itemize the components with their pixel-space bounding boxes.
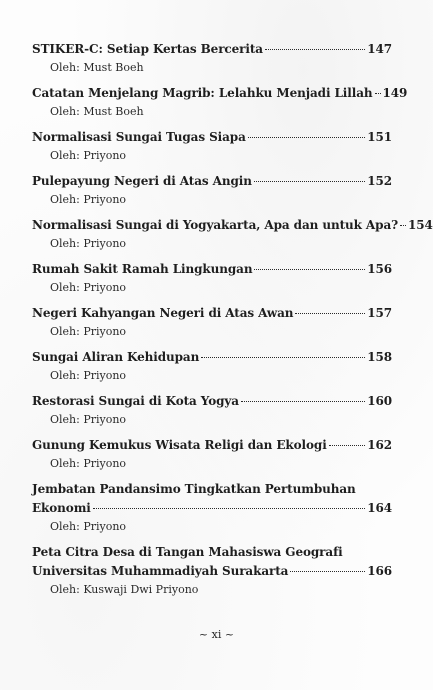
toc-title-line <box>32 348 392 367</box>
toc-entry-author: Oleh: Priyono <box>50 281 127 294</box>
toc-entry-title: Ekonomi <box>32 501 91 515</box>
toc-page-number: 151 <box>367 130 392 144</box>
toc-title-line <box>32 40 392 59</box>
toc-page-number: 162 <box>367 438 392 452</box>
toc-title-line <box>32 499 392 518</box>
toc-entry-title: Normalisasi Sungai Tugas Siapa <box>32 130 246 144</box>
toc-entry-title: Negeri Kahyangan Negeri di Atas Awan <box>32 306 294 320</box>
toc-entry-title: STIKER-C: Setiap Kertas Bercerita <box>32 42 263 56</box>
dot-leader <box>290 571 365 572</box>
page-footer-number: ~ xi ~ <box>198 628 235 641</box>
toc-entry-author: Oleh: Priyono <box>50 413 127 426</box>
toc-page-number: 158 <box>367 350 392 364</box>
toc-entry-title: Restorasi Sungai di Kota Yogya <box>32 394 239 408</box>
dot-leader <box>400 225 406 226</box>
toc-entry-author: Oleh: Kuswaji Dwi Priyono <box>50 583 199 596</box>
toc-entry-author: Oleh: Priyono <box>50 325 127 338</box>
toc-title-line <box>32 562 392 581</box>
toc-page-number: 147 <box>367 42 392 56</box>
toc-entry <box>32 84 408 120</box>
toc-title-line <box>32 392 392 411</box>
toc-entry-title-first-line: Jembatan Pandansimo Tingkatkan Pertumbuhan <box>32 482 356 496</box>
toc-entry-title: Gunung Kemukus Wisata Religi dan Ekologi <box>32 438 327 452</box>
toc-entry-title-first-line: Peta Citra Desa di Tangan Mahasiswa Geografi <box>32 545 343 559</box>
toc-entry-title: Normalisasi Sungai di Yogyakarta, Apa dan untuk Apa? <box>32 218 399 232</box>
dot-leader <box>375 93 381 94</box>
toc-entry <box>32 216 433 252</box>
table-of-contents <box>32 40 433 606</box>
toc-entry-author: Oleh: Priyono <box>50 520 127 533</box>
toc-entry <box>32 480 392 535</box>
toc-entry <box>32 348 392 384</box>
toc-page-number: 156 <box>367 262 392 276</box>
toc-entry <box>32 436 392 472</box>
toc-page-number: 149 <box>382 86 408 100</box>
toc-title-line <box>32 172 392 191</box>
toc-entry-author: Oleh: Priyono <box>50 149 127 162</box>
toc-entry-author: Oleh: Priyono <box>50 369 127 382</box>
toc-entry-title: Sungai Aliran Kehidupan <box>32 350 200 364</box>
toc-title-line <box>32 216 433 235</box>
toc-page-number: 166 <box>367 564 392 578</box>
toc-entry <box>32 392 392 428</box>
toc-entry-author: Oleh: Must Boeh <box>50 61 144 74</box>
toc-entry-title: Pulepayung Negeri di Atas Angin <box>32 174 252 188</box>
toc-page-number: 157 <box>367 306 392 320</box>
toc-entry-author: Oleh: Must Boeh <box>50 105 144 118</box>
toc-title-line <box>32 128 392 147</box>
dot-leader <box>248 137 366 138</box>
toc-title-line <box>32 304 392 323</box>
toc-entry <box>32 543 392 598</box>
toc-title-line <box>32 84 408 103</box>
toc-entry-author: Oleh: Priyono <box>50 237 127 250</box>
dot-leader <box>201 357 365 358</box>
toc-page-number: 160 <box>367 394 392 408</box>
toc-entry-author: Oleh: Priyono <box>50 457 127 470</box>
dot-leader <box>254 181 365 182</box>
dot-leader <box>265 49 365 50</box>
toc-page-number: 154 <box>408 218 433 232</box>
toc-entry-title: Catatan Menjelang Magrib: Lelahku Menjadi Lillah <box>32 86 373 100</box>
toc-entry <box>32 260 392 296</box>
toc-entry <box>32 172 392 208</box>
toc-entry-title: Universitas Muhammadiyah Surakarta <box>32 564 289 578</box>
dot-leader <box>254 269 365 270</box>
toc-title-line <box>32 260 392 279</box>
toc-title-line <box>32 436 392 455</box>
toc-entry-author: Oleh: Priyono <box>50 193 127 206</box>
dot-leader <box>93 508 366 509</box>
dot-leader <box>295 313 365 314</box>
toc-page-number: 164 <box>367 501 392 515</box>
toc-entry <box>32 128 392 164</box>
toc-page-number: 152 <box>367 174 392 188</box>
toc-entry-title: Rumah Sakit Ramah Lingkungan <box>32 262 253 276</box>
toc-entry <box>32 40 392 76</box>
dot-leader <box>241 401 365 402</box>
toc-entry <box>32 304 392 340</box>
dot-leader <box>329 445 366 446</box>
